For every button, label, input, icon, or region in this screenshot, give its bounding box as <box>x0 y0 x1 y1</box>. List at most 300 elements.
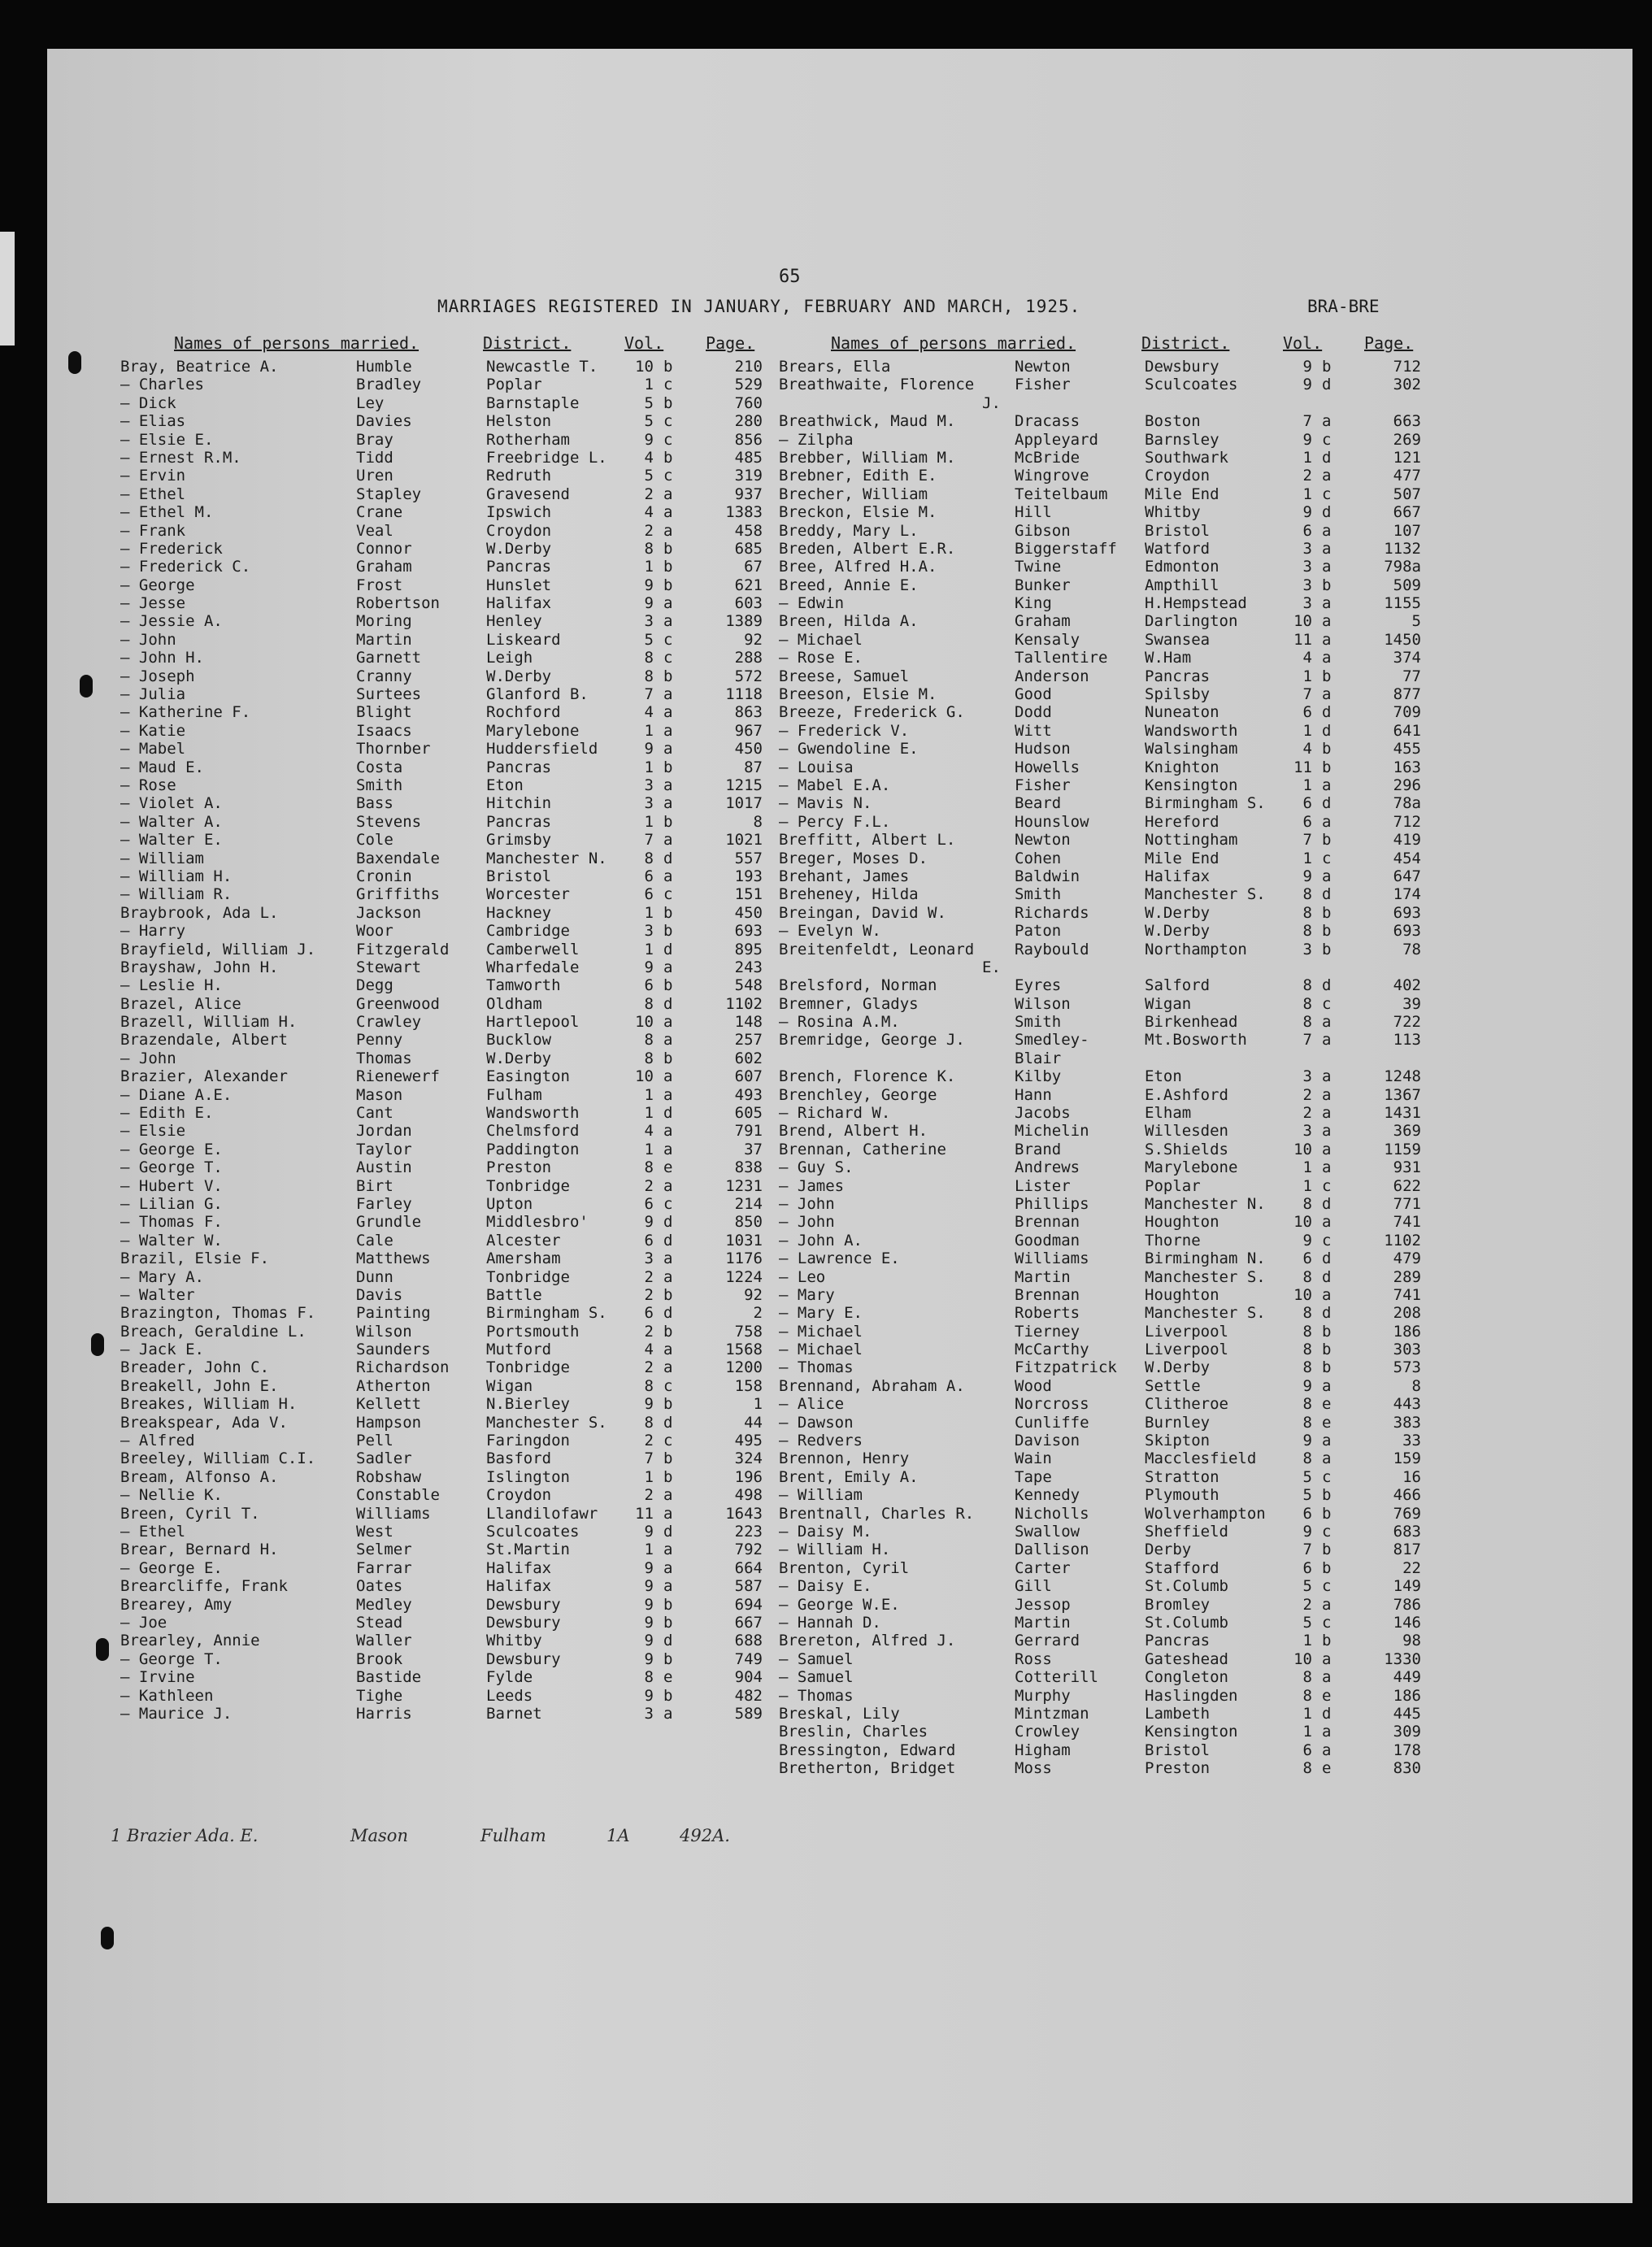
district: Edmonton <box>1145 558 1219 576</box>
volume: 6 <box>1302 1250 1312 1268</box>
spouse-surname: Degg <box>356 976 393 995</box>
district: Freebridge L. <box>486 448 607 467</box>
page-ref: 1248 <box>1384 1067 1421 1086</box>
entry-row <box>779 1050 1470 1067</box>
volume: 3 <box>644 922 654 941</box>
volume-part: a <box>663 1558 673 1577</box>
volume-part: a <box>663 958 673 976</box>
volume-part: d <box>1322 376 1332 394</box>
entry-row <box>120 1395 811 1413</box>
entry-row <box>120 612 811 630</box>
page-heading: Page. <box>706 333 755 353</box>
volume-part: d <box>663 1413 673 1432</box>
entry-row <box>120 503 811 521</box>
page-ref: 269 <box>1393 430 1421 449</box>
entry-row <box>779 1158 1470 1176</box>
spouse-surname: Austin <box>356 1158 412 1177</box>
spouse-surname: Baxendale <box>356 849 440 867</box>
volume: 2 <box>644 485 654 503</box>
volume: 3 <box>644 1704 654 1723</box>
district: Leeds <box>486 1686 533 1705</box>
entry-row <box>120 1449 811 1467</box>
person-name: — Thomas F. <box>120 1213 223 1232</box>
volume-part: c <box>663 376 673 394</box>
district: H.Hempstead <box>1145 594 1247 613</box>
volume: 9 <box>644 1577 654 1596</box>
page-ref: 792 <box>734 1541 763 1559</box>
volume-part: a <box>663 867 673 885</box>
page-number: 65 <box>779 267 801 287</box>
person-name: Brazell, William H. <box>120 1013 298 1032</box>
spouse-surname: Constable <box>356 1486 440 1505</box>
page-ref: 967 <box>734 721 763 740</box>
volume-part: b <box>663 393 673 412</box>
volume-part: d <box>1322 794 1332 813</box>
district: Glanford B. <box>486 685 589 704</box>
district: Manchester S. <box>1145 1267 1266 1286</box>
page-ref: 193 <box>734 867 763 885</box>
person-name: — George <box>120 576 195 594</box>
page-ref: 741 <box>1393 1213 1421 1232</box>
volume: 2 <box>1302 467 1312 485</box>
volume: 8 <box>1302 1668 1312 1687</box>
spouse-surname: Taylor <box>356 1140 412 1158</box>
spouse-surname: Surtees <box>356 685 422 704</box>
entry-row <box>120 1705 811 1723</box>
district: Upton <box>486 1194 533 1213</box>
volume-part: c <box>663 1376 673 1395</box>
page-ref: 303 <box>1393 1341 1421 1359</box>
volume-part: d <box>663 1213 673 1232</box>
person-name: — Lilian G. <box>120 1194 223 1213</box>
district: Fylde <box>486 1668 533 1687</box>
district: Poplar <box>486 376 542 394</box>
entry-row <box>779 394 1470 412</box>
entry-row <box>120 667 811 685</box>
volume-part: b <box>663 1049 673 1067</box>
spouse-surname: Tape <box>1015 1467 1052 1486</box>
person-name: — Michael <box>779 630 863 649</box>
volume: 7 <box>1302 412 1312 431</box>
volume: 9 <box>644 1395 654 1414</box>
volume: 2 <box>644 1432 654 1450</box>
volume: 1 <box>644 1085 654 1104</box>
entry-row <box>120 922 811 940</box>
person-name: — Dawson <box>779 1413 854 1432</box>
person-name: — Hubert V. <box>120 1176 223 1195</box>
handwritten-spouse: Mason <box>350 1826 408 1845</box>
page-ref: 8 <box>1411 1376 1421 1395</box>
person-name: — Rosina A.M. <box>779 1013 900 1032</box>
entry-row <box>779 1323 1470 1341</box>
spouse-surname: Stapley <box>356 485 422 503</box>
punch-hole <box>91 1333 104 1356</box>
district: Houghton <box>1145 1285 1219 1304</box>
district: Birmingham S. <box>486 1304 607 1323</box>
volume-part: b <box>1322 831 1332 850</box>
spouse-surname: Saunders <box>356 1341 431 1359</box>
page-ref: 589 <box>734 1704 763 1723</box>
district: Hunslet <box>486 576 552 594</box>
entry-row <box>120 831 811 849</box>
district: Croydon <box>1145 467 1211 485</box>
spouse-surname: Frost <box>356 576 403 594</box>
district: Camberwell <box>486 940 580 958</box>
page-ref: 722 <box>1393 1013 1421 1032</box>
volume-part: b <box>1322 667 1332 685</box>
entry-row <box>120 1559 811 1577</box>
volume: 3 <box>1302 558 1312 576</box>
page-ref: 107 <box>1393 521 1421 540</box>
volume-part: a <box>663 1250 673 1268</box>
page-ref: 573 <box>1393 1358 1421 1377</box>
index-range: BRA-BRE <box>1307 297 1380 316</box>
district: Dewsbury <box>486 1595 561 1614</box>
person-name: — Harry <box>120 922 186 941</box>
entry-row <box>120 1122 811 1140</box>
volume: 8 <box>1302 1686 1312 1705</box>
person-name: — Hannah D. <box>779 1613 881 1632</box>
district: Mile End <box>1145 849 1219 867</box>
person-name: Brennand, Abraham A. <box>779 1376 965 1395</box>
person-name: E. <box>982 958 1001 976</box>
volume: 9 <box>1302 1432 1312 1450</box>
volume-part: c <box>663 630 673 649</box>
person-name: Bree, Alfred H.A. <box>779 558 937 576</box>
spouse-surname: Bass <box>356 794 393 813</box>
district: Gravesend <box>486 485 570 503</box>
page-ref: 641 <box>1393 721 1421 740</box>
volume: 5 <box>1302 1467 1312 1486</box>
page-ref: 223 <box>734 1523 763 1541</box>
district: Wigan <box>486 1376 533 1395</box>
spouse-surname: Brook <box>356 1649 403 1668</box>
page-ref: 498 <box>734 1486 763 1505</box>
district: Middlesbro' <box>486 1213 589 1232</box>
volume: 6 <box>644 1194 654 1213</box>
person-name: — Walter W. <box>120 1231 223 1250</box>
person-name: — Guy S. <box>779 1158 854 1177</box>
spouse-surname: Davis <box>356 1285 403 1304</box>
volume: 7 <box>1302 685 1312 704</box>
person-name: — John <box>779 1194 835 1213</box>
volume: 2 <box>1302 1595 1312 1614</box>
entry-row <box>120 1104 811 1122</box>
spouse-surname: Twine <box>1015 558 1062 576</box>
spouse-surname: Gibson <box>1015 521 1071 540</box>
entry-row <box>120 995 811 1013</box>
volume-part: c <box>663 430 673 449</box>
volume: 6 <box>1302 1741 1312 1759</box>
district: Manchester S. <box>486 1413 607 1432</box>
spouse-surname: Tidd <box>356 448 393 467</box>
spouse-surname: Biggerstaff <box>1015 539 1117 558</box>
volume: 8 <box>1302 976 1312 995</box>
volume-part: a <box>1322 539 1332 558</box>
spouse-surname: Moring <box>356 612 412 631</box>
volume-part: c <box>1322 1176 1332 1195</box>
spouse-surname: Thornber <box>356 740 431 758</box>
entry-row <box>779 1377 1470 1395</box>
district: W.Ham <box>1145 649 1192 667</box>
spouse-surname: Smedley- <box>1015 1031 1089 1050</box>
entry-row <box>779 776 1470 794</box>
district: Hackney <box>486 903 552 922</box>
district: Stratton <box>1145 1467 1219 1486</box>
page-ref: 309 <box>1393 1723 1421 1741</box>
page-ref: 477 <box>1393 467 1421 485</box>
entry-row <box>779 540 1470 558</box>
entry-row <box>120 904 811 922</box>
district: Alcester <box>486 1231 561 1250</box>
district: Derby <box>1145 1541 1192 1559</box>
volume: 8 <box>1302 885 1312 904</box>
volume-part: a <box>1322 1013 1332 1032</box>
spouse-surname: Atherton <box>356 1376 431 1395</box>
person-name: Breen, Hilda A. <box>779 612 919 631</box>
volume-part: a <box>663 1031 673 1050</box>
spouse-surname: Isaacs <box>356 721 412 740</box>
volume-part: a <box>1322 812 1332 831</box>
volume-part: a <box>1322 776 1332 794</box>
volume-part: d <box>1322 1267 1332 1286</box>
district: Gateshead <box>1145 1649 1228 1668</box>
volume: 9 <box>644 1632 654 1650</box>
entry-row <box>120 485 811 503</box>
entry-row <box>779 1596 1470 1614</box>
entry-row <box>120 631 811 649</box>
entry-row <box>120 685 811 703</box>
volume-part: c <box>1322 1523 1332 1541</box>
person-name: Breakell, John E. <box>120 1376 279 1395</box>
volume: 5 <box>644 412 654 431</box>
entry-row <box>779 941 1470 958</box>
person-name: — Evelyn W. <box>779 922 881 941</box>
spouse-surname: Veal <box>356 521 393 540</box>
person-name: Breathwick, Maud M. <box>779 412 956 431</box>
district: Barnet <box>486 1704 542 1723</box>
spouse-surname: Dracass <box>1015 412 1080 431</box>
spouse-surname: Michelin <box>1015 1122 1089 1141</box>
district: Mile End <box>1145 485 1219 503</box>
spouse-surname: Blair <box>1015 1049 1062 1067</box>
vol-heading: Vol. <box>624 333 664 353</box>
page-ref: 2 <box>753 1304 763 1323</box>
spouse-surname: Robshaw <box>356 1467 422 1486</box>
page-ref: 186 <box>1393 1322 1421 1341</box>
person-name: — Daisy E. <box>779 1577 872 1596</box>
district: Preston <box>1145 1759 1211 1778</box>
volume: 10 <box>1293 1140 1312 1158</box>
person-name: — Katherine F. <box>120 703 251 722</box>
punch-hole <box>68 351 81 374</box>
person-name: Brennan, Catherine <box>779 1140 946 1158</box>
district: Faringdon <box>486 1432 570 1450</box>
entry-row <box>120 1286 811 1304</box>
volume: 3 <box>1302 539 1312 558</box>
entry-row <box>120 1687 811 1705</box>
district: Helston <box>486 412 552 431</box>
volume-part: a <box>1322 1085 1332 1104</box>
spouse-surname: McBride <box>1015 448 1080 467</box>
volume-part: a <box>1322 1723 1332 1741</box>
person-name: Breheney, Hilda <box>779 885 919 904</box>
volume: 8 <box>1302 1341 1312 1359</box>
spouse-surname: Cohen <box>1015 849 1062 867</box>
person-name: — Elsie E. <box>120 430 214 449</box>
district: Croydon <box>486 1486 552 1505</box>
district: Pancras <box>486 558 552 576</box>
person-name: Brearley, Annie <box>120 1632 260 1650</box>
district: Manchester N. <box>1145 1194 1266 1213</box>
spouse-surname: Sadler <box>356 1449 412 1468</box>
volume: 5 <box>1302 1486 1312 1505</box>
district: Sheffield <box>1145 1523 1228 1541</box>
volume: 3 <box>1302 1067 1312 1086</box>
entry-row <box>779 922 1470 940</box>
right-column <box>779 325 1470 1777</box>
page-ref: 693 <box>1393 903 1421 922</box>
column-header <box>120 325 811 358</box>
person-name: — William <box>120 849 204 867</box>
district: Stafford <box>1145 1558 1219 1577</box>
volume: 6 <box>1302 521 1312 540</box>
district: Hartlepool <box>486 1013 580 1032</box>
person-name: — Nellie K. <box>120 1486 223 1505</box>
page-ref: 148 <box>734 1013 763 1032</box>
page-ref: 151 <box>734 885 763 904</box>
person-name: — Thomas <box>779 1686 854 1705</box>
district: Pancras <box>1145 667 1211 685</box>
spouse-surname: Pell <box>356 1432 393 1450</box>
district: Spilsby <box>1145 685 1211 704</box>
spouse-surname: Kilby <box>1015 1067 1062 1086</box>
volume-part: e <box>1322 1759 1332 1778</box>
spouse-surname: Richardson <box>356 1358 450 1377</box>
spouse-surname: Wain <box>1015 1449 1052 1468</box>
volume-part: b <box>663 1613 673 1632</box>
spouse-surname: Moss <box>1015 1759 1052 1778</box>
person-name: — Ethel M. <box>120 503 214 522</box>
entry-row <box>120 1505 811 1523</box>
page-ref: 1132 <box>1384 539 1421 558</box>
spouse-surname: Baldwin <box>1015 867 1080 885</box>
page-ref: 186 <box>1393 1686 1421 1705</box>
entry-row <box>779 1067 1470 1085</box>
spouse-surname: Cole <box>356 831 393 850</box>
volume-part: c <box>1322 1467 1332 1486</box>
volume-part: e <box>1322 1395 1332 1414</box>
volume-part: e <box>663 1158 673 1177</box>
person-name: Breger, Moses D. <box>779 849 928 867</box>
volume-part: a <box>1322 1122 1332 1141</box>
person-name: Brebner, Edith E. <box>779 467 937 485</box>
entry-row <box>779 685 1470 703</box>
page-ref: 296 <box>1393 776 1421 794</box>
person-name: — Ethel <box>120 1523 186 1541</box>
district: Cambridge <box>486 922 570 941</box>
volume: 10 <box>1293 1285 1312 1304</box>
page-ref: 786 <box>1393 1595 1421 1614</box>
district: Wharfedale <box>486 958 580 976</box>
volume-part: d <box>663 849 673 867</box>
spouse-surname: Fisher <box>1015 376 1071 394</box>
page-ref: 302 <box>1393 376 1421 394</box>
page-ref: 557 <box>734 849 763 867</box>
spouse-surname: Woor <box>356 922 393 941</box>
person-name: — Rose <box>120 776 176 794</box>
district: Hitchin <box>486 794 552 813</box>
page-ref: 443 <box>1393 1395 1421 1414</box>
volume: 1 <box>1302 485 1312 503</box>
page-ref: 1450 <box>1384 630 1421 649</box>
page-ref: 667 <box>1393 503 1421 522</box>
district: Sculcoates <box>1145 376 1238 394</box>
person-name: — Percy F.L. <box>779 812 891 831</box>
person-name: Brazier, Alexander <box>120 1067 288 1086</box>
volume: 8 <box>1302 1395 1312 1414</box>
district: W.Derby <box>486 1049 552 1067</box>
volume-part: a <box>663 831 673 850</box>
volume: 11 <box>635 1504 654 1523</box>
volume-part: a <box>663 1013 673 1032</box>
volume: 9 <box>644 1649 654 1668</box>
volume-part: a <box>663 1704 673 1723</box>
volume-part: a <box>1322 1140 1332 1158</box>
volume-part: b <box>663 558 673 576</box>
volume-part: a <box>1322 1213 1332 1232</box>
spouse-surname: Uren <box>356 467 393 485</box>
volume: 8 <box>1302 1413 1312 1432</box>
district: Boston <box>1145 412 1201 431</box>
page-ref: 1383 <box>725 503 763 522</box>
spouse-surname: Beard <box>1015 794 1062 813</box>
spouse-surname: Raybould <box>1015 940 1089 958</box>
volume: 10 <box>635 1067 654 1086</box>
person-name: — Julia <box>120 685 186 704</box>
district: Swansea <box>1145 630 1211 649</box>
spouse-surname: Murphy <box>1015 1686 1071 1705</box>
entry-row <box>120 1523 811 1541</box>
volume: 1 <box>644 558 654 576</box>
spouse-surname: Jessop <box>1015 1595 1071 1614</box>
person-name: — John <box>779 1213 835 1232</box>
district: Nuneaton <box>1145 703 1219 722</box>
page-ref: 1017 <box>725 794 763 813</box>
page-ref: 419 <box>1393 831 1421 850</box>
volume: 9 <box>644 430 654 449</box>
page-ref: 769 <box>1393 1504 1421 1523</box>
volume-part: a <box>663 1140 673 1158</box>
page-ref: 931 <box>1393 1158 1421 1177</box>
volume: 10 <box>1293 1213 1312 1232</box>
person-name: — Mary A. <box>120 1267 204 1286</box>
entry-row <box>779 667 1470 685</box>
volume-part: d <box>663 1304 673 1323</box>
entry-row <box>779 631 1470 649</box>
entry-row <box>779 485 1470 503</box>
district: Ipswich <box>486 503 552 522</box>
entry-row <box>120 722 811 740</box>
volume: 1 <box>1302 448 1312 467</box>
spouse-surname: Eyres <box>1015 976 1062 995</box>
entry-row <box>120 1596 811 1614</box>
district: W.Derby <box>486 667 552 685</box>
spouse-surname: Norcross <box>1015 1395 1089 1414</box>
spouse-surname: Hann <box>1015 1085 1052 1104</box>
entry-row <box>120 958 811 976</box>
volume-part: a <box>1322 867 1332 885</box>
